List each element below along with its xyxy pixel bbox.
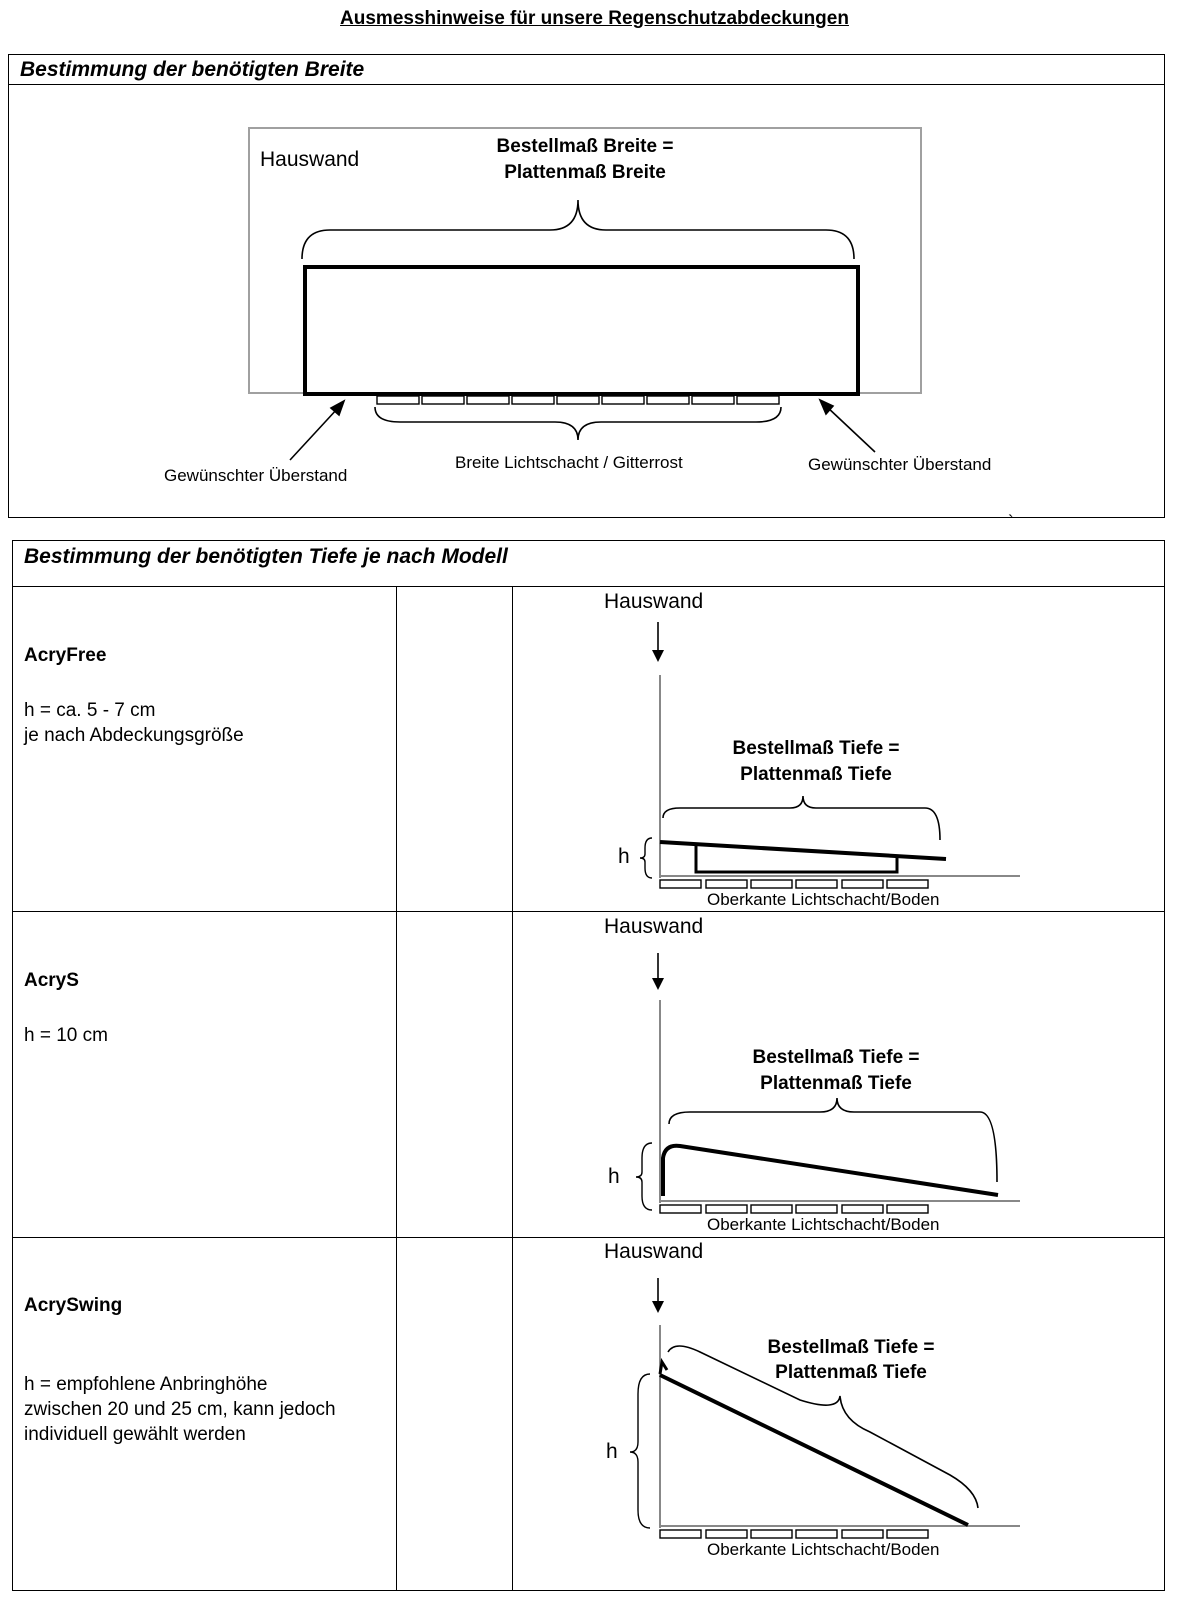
acryswing-wall-label: Hauswand [604,1240,704,1263]
acryswing-order-line2: Plattenmaß Tiefe [775,1362,927,1383]
acrys-wall-label: Hauswand [604,915,704,938]
model-name-acrys: AcryS [24,970,79,991]
width-order-measure-line1: Bestellmaß Breite = [496,136,674,157]
width-wall-label: Hauswand [260,148,360,171]
document-title: Ausmesshinweise für unsere Regenschutzabdeckungen [340,8,849,29]
model-desc-acryswing: h = empfohlene Anbringhöhe zwischen 20 und 25 cm, kann jedoch individuell gewählt werden [24,1374,336,1445]
width-section-heading: Bestimmung der benötigten Breite [20,58,365,81]
acryfree-wall-label: Hauswand [604,590,704,613]
depth-section-heading: Bestimmung der benötigten Tiefe je nach Modell [24,545,508,568]
grating [660,1530,928,1538]
acrys-h-label: h [608,1165,620,1188]
acryfree-h-label: h [618,845,630,868]
stray-mark: ` [1008,512,1014,531]
overhang-label-left: Gewünschter Überstand [164,466,348,485]
acrys-ground-label: Oberkante Lichtschacht/Boden [707,1215,940,1234]
model-name-acryfree: AcryFree [24,645,107,666]
h-brace [630,1374,650,1528]
cover-slope [660,1375,968,1525]
model-desc-acryfree: h = ca. 5 - 7 cm je nach Abdeckungsgröße [24,700,244,746]
acryfree-order-line1: Bestellmaß Tiefe = [732,738,900,759]
acryswing-order-line1: Bestellmaß Tiefe = [767,1337,935,1358]
acrys-order-line2: Plattenmaß Tiefe [760,1073,912,1094]
acryfree-ground-label: Oberkante Lichtschacht/Boden [707,890,940,909]
acryswing-ground-label: Oberkante Lichtschacht/Boden [707,1540,940,1559]
acrys-order-line1: Bestellmaß Tiefe = [752,1047,920,1068]
cover-lip [660,1362,667,1374]
acryswing-h-label: h [606,1440,618,1463]
shaft-width-label: Breite Lichtschacht / Gitterrost [455,453,683,472]
model-desc-acrys: h = 10 cm [24,1025,108,1046]
overhang-label-right: Gewünschter Überstand [808,455,992,474]
model-name-acryswing: AcrySwing [24,1295,123,1316]
acryfree-order-line2: Plattenmaß Tiefe [740,764,892,785]
width-order-measure-line2: Plattenmaß Breite [504,162,666,183]
